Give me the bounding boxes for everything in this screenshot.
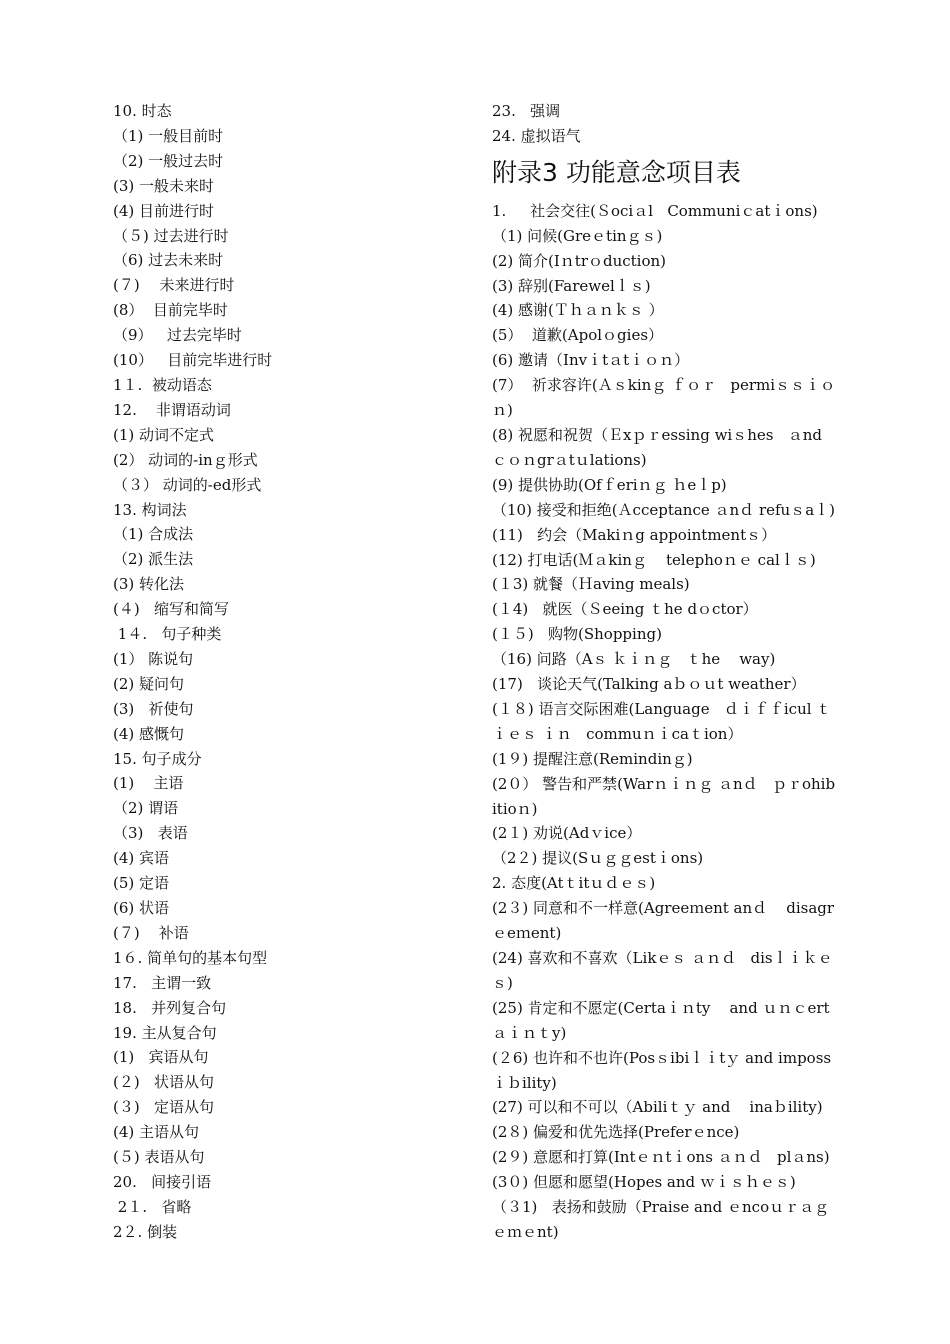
- function-list-item: 1. 社会交往(Ｓociａl Communiｃatｉons): [492, 201, 818, 220]
- function-list-item: (12) 打电话(Ｍａkinｇ telephoｎｅ calｌｓ): [492, 550, 816, 569]
- grammar-list-item: 13. 构词法: [113, 500, 187, 519]
- function-list-item: (27) 可以和不可以（Abiliｔｙ and inaｂility): [492, 1098, 823, 1117]
- grammar-list-item: 2２. 倒装: [113, 1222, 178, 1241]
- grammar-list-item: 2１. 省略: [113, 1197, 192, 1216]
- grammar-list-item: （５) 过去进行时: [113, 226, 229, 245]
- function-list-item: （３1) 表扬和鼓励（Praise and ｅncoｕｒａｇｅｍｅnt): [492, 1198, 830, 1241]
- function-list-item: (24) 喜欢和不喜欢（Likｅｓ ａｎｄ disｌｉｋｅｓ): [492, 949, 833, 992]
- grammar-list-item: 1１. 被动语态: [113, 375, 212, 394]
- function-list-item: (7） 祈求容许(Ａｓkinｇ ｆｏｒ permiｓｓｉｏｎ): [492, 376, 836, 420]
- function-list-item: (25) 肯定和不愿定(Certaｉｎty and ｕｎｃertａｉｎｔy): [492, 998, 830, 1042]
- function-list-item: (8) 祝愿和祝贺（Ｅxｐｒessing wiｓhes ａndｃｏｎgrａtｕlations): [492, 425, 823, 469]
- grammar-list-item: （2) 派生法: [113, 550, 194, 569]
- function-list-item: (2９) 意愿和打算(Intｅｎtｉons ａｎｄ plａns): [492, 1148, 830, 1167]
- grammar-list-item: (4) 感慨句: [113, 724, 185, 743]
- function-notion-list: [492, 199, 837, 1245]
- grammar-list-item: （2) 谓语: [113, 799, 179, 818]
- grammar-list-item: (５) 表语从句: [113, 1148, 205, 1167]
- grammar-list-item: 20. 间接引语: [113, 1172, 212, 1191]
- grammar-list-item: (5) 定语: [113, 874, 170, 893]
- function-list-item: (１５) 购物(Shopping): [492, 625, 662, 644]
- grammar-list-item: 12. 非谓语动词: [113, 400, 231, 419]
- grammar-list-item: (３) 定语从句: [113, 1098, 215, 1117]
- function-list-item: (6) 邀请（Invｉtａtｉｏｎ）: [492, 351, 690, 370]
- grammar-list-item: （1) 一般目前时: [113, 126, 224, 145]
- grammar-list-item: 1４. 句子种类: [113, 625, 222, 644]
- function-list-item: (3) 辞别(Farewelｌｓ): [492, 276, 651, 295]
- grammar-list-item: 1６. 简单句的基本句型: [113, 948, 268, 967]
- grammar-list-item: (1) 动词不定式: [113, 425, 215, 444]
- function-list-item: 2. 态度(Atｔitｕｄｅｓ): [492, 874, 656, 893]
- function-list-item: (2) 简介(Iｎtrｏduction): [492, 251, 667, 270]
- function-list-item: (11) 约会（Makiｎg appointmentｓ）: [492, 525, 777, 544]
- function-list-item: (4) 感谢(Ｔｈａｎｋｓ ）: [492, 301, 664, 320]
- right-column-top-list: [492, 99, 837, 149]
- grammar-list-item: (2) 疑问句: [113, 674, 185, 693]
- grammar-list-item: （6) 过去未来时: [113, 251, 224, 270]
- function-list-item: (2８) 偏爱和优先选择(Preferｅnce): [492, 1123, 740, 1142]
- grammar-list-item: (1) 宾语从句: [113, 1048, 209, 1067]
- grammar-list-item: （3) 表语: [113, 824, 188, 843]
- left-column: [113, 99, 443, 1245]
- grammar-list-item: （9） 过去完毕时: [113, 326, 242, 345]
- grammar-list-item: (1) 主语: [113, 774, 184, 793]
- grammar-list-item: (1） 陈说句: [113, 649, 194, 668]
- function-list-item: (1９) 提醒注意(Remindinｇ): [492, 749, 693, 768]
- grammar-list-item: 18. 并列复合句: [113, 998, 227, 1017]
- grammar-list-item: 19. 主从复合句: [113, 1023, 217, 1042]
- grammar-list-item: (3) 祈使句: [113, 699, 194, 718]
- function-list-item: (１3) 就餐（Ｈaving meals): [492, 575, 690, 594]
- grammar-list-item: (3) 一般未来时: [113, 176, 215, 195]
- grammar-list-item: (７) 补语: [113, 923, 189, 942]
- grammar-list-item: (4) 主语从句: [113, 1123, 200, 1142]
- grammar-list-item: (6) 状语: [113, 899, 170, 917]
- grammar-list-item: (10） 目前完毕进行时: [113, 351, 273, 370]
- grammar-list-item: (8） 目前完毕时: [113, 301, 228, 320]
- function-list-item: (2１) 劝说(Adｖice）: [492, 824, 642, 843]
- grammar-list-item: (７) 未来进行时: [113, 276, 235, 295]
- grammar-list-item: (２) 状语从句: [113, 1073, 215, 1092]
- grammar-list-item: (3) 转化法: [113, 575, 185, 594]
- grammar-list-item: (4) 目前进行时: [113, 201, 215, 220]
- function-list-item: （10) 接受和拒绝(Ａcceptance ａnｄ refuｓaｌ): [492, 500, 836, 519]
- grammar-list-item: (4) 宾语: [113, 849, 170, 868]
- function-list-item: （2２) 提议(Sｕｇｇestｉons): [492, 849, 704, 868]
- grammar-list-item: 17. 主谓一致: [113, 973, 212, 992]
- grammar-list-item: (４) 缩写和简写: [113, 600, 230, 619]
- grammar-list-item: (2） 动词的-inｇ形式: [113, 450, 258, 469]
- function-list-item: （1) 问候(Greｅtinｇｓ): [492, 226, 663, 245]
- right-column: [492, 99, 837, 1245]
- function-list-item: (3０) 但愿和愿望(Hopes and ｗｉｓｈｅｓ): [492, 1173, 796, 1192]
- function-list-item: (9) 提供协助(Ofｆeriｎｇ ｈeｌp): [492, 475, 727, 494]
- function-list-item: (１4) 就医（Ｓeeing ｔhe dｏctor）: [492, 600, 758, 619]
- grammar-list-item: 10. 时态: [113, 102, 172, 120]
- grammar-list-item: 23. 强调: [492, 102, 561, 120]
- function-list-item: (１８) 语言交际困难(Language ｄｉｆｆicul ｔｉｅｓ ｉｎ commuｎｉcaｔion）: [492, 699, 832, 743]
- function-list-item: (2３) 同意和不一样意(Agreeｍent anｄ disagrｅeｍent): [492, 899, 835, 943]
- function-list-item: (17) 谈论天气(Talking aｂｏｕt weather）: [492, 675, 806, 694]
- grammar-list-item: （2) 一般过去时: [113, 151, 224, 170]
- function-list-item: （16) 问路（Aｓ ｋｉｎｇ ｔhe way): [492, 650, 776, 669]
- grammar-list-item: 24. 虚拟语气: [492, 126, 581, 145]
- function-list-item: (2０） 警告和严禁(Warｎｉｎｇ ａnｄ ｐｒohibitioｎ): [492, 774, 836, 818]
- function-list-item: (5） 道歉(Apolｏgies）: [492, 326, 664, 345]
- grammar-list-item: （1) 合成法: [113, 525, 194, 544]
- appendix-heading: 附录3 功能意念项目表: [492, 157, 741, 187]
- grammar-list-item: 15. 句子成分: [113, 749, 202, 768]
- function-list-item: (２6) 也许和不也许(Posｓibiｌｉtｙ and impossｉｂility): [492, 1048, 832, 1092]
- grammar-list-item: （３） 动词的-ed形式: [113, 475, 262, 494]
